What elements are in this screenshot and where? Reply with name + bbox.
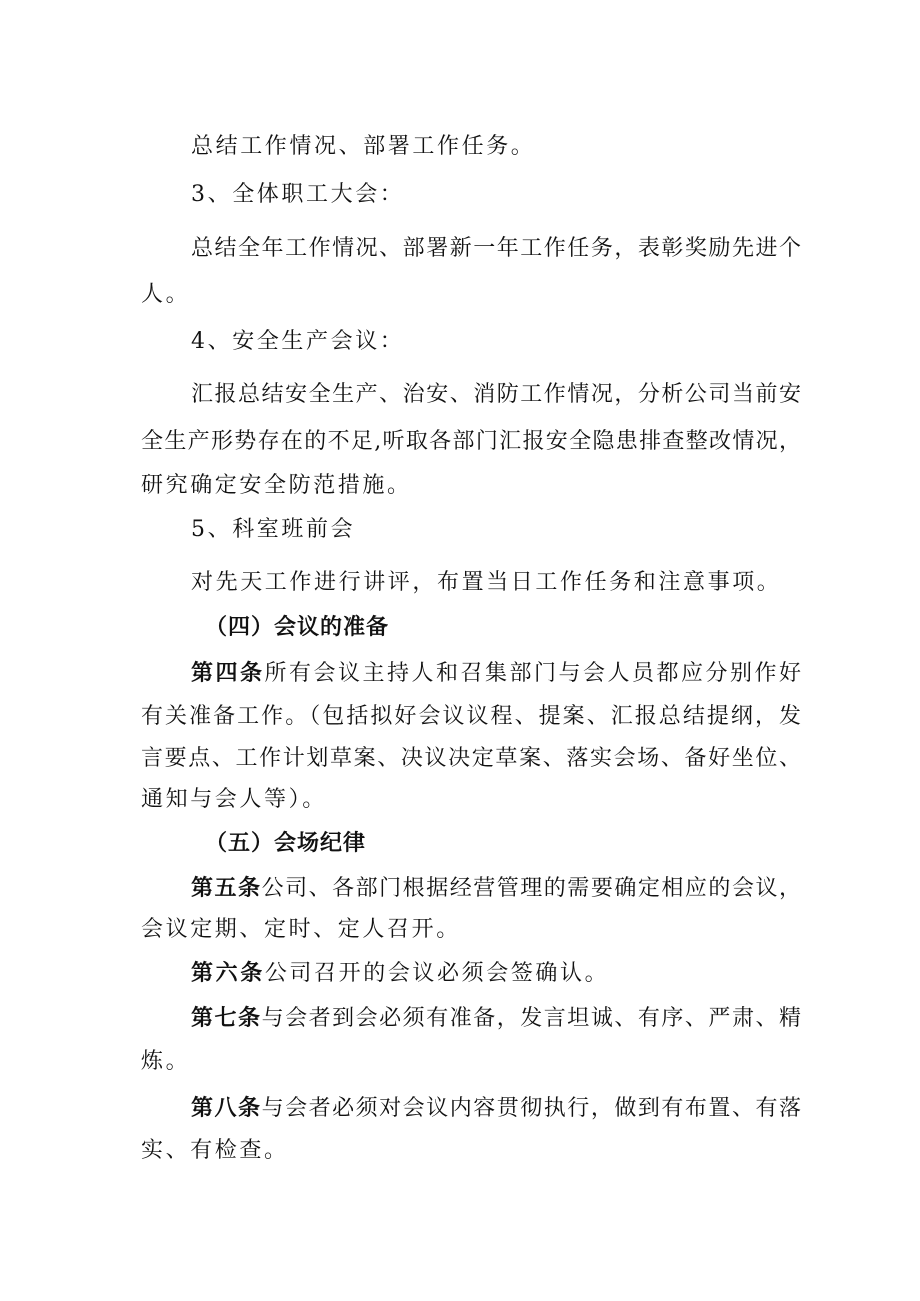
article-line: 第五条公司、各部门根据经营管理的需要确定相应的会议， [191, 875, 801, 901]
list-item-heading: 3、全体职工大会： [191, 182, 405, 207]
paragraph-line: 有关准备工作。（包括拟好会议议程、提案、汇报总结提纲，发 [141, 704, 801, 729]
article-line: 第八条与会者必须对会议内容贯彻执行，做到有布置、有落 [191, 1095, 801, 1121]
paragraph-line: 总结全年工作情况、部署新一年工作任务，表彰奖励先进个 [191, 236, 801, 261]
paragraph-line: 实、有检查。 [141, 1138, 289, 1163]
list-item-heading: 5、科室班前会 [191, 517, 356, 542]
paragraph-line: 总结工作情况、部署工作任务。 [191, 134, 536, 159]
paragraph-line: 全生产形势存在的不足,听取各部门汇报安全隐患排查整改情况， [141, 429, 801, 454]
paragraph-line: 炼。 [141, 1049, 191, 1074]
paragraph-line: 会议定期、定时、定人召开。 [141, 917, 461, 942]
article-number: 第八条 [191, 1095, 262, 1121]
paragraph-line: 研究确定安全防范措施。 [141, 473, 412, 498]
paragraph-line: 言要点、工作计划草案、决议决定草案、落实会场、备好坐位、 [141, 746, 801, 771]
paragraph-line: 通知与会人等）。 [141, 787, 327, 812]
article-number: 第五条 [191, 875, 262, 901]
list-item-heading: 4、安全生产会议： [191, 329, 405, 354]
article-line: 第七条与会者到会必须有准备，发言坦诚、有序、严肃、精 [191, 1005, 801, 1031]
paragraph-line: 人。 [141, 282, 191, 307]
article-number: 第四条 [191, 660, 265, 686]
article-number: 第七条 [191, 1005, 262, 1031]
article-line: 第六条公司召开的会议必须会签确认。 [191, 960, 610, 986]
paragraph-line: 对先天工作进行讲评，布置当日工作任务和注意事项。 [191, 570, 782, 595]
section-heading: （五）会场纪律 [205, 830, 367, 856]
article-line: 第四条所有会议主持人和召集部门与会人员都应分别作好 [191, 660, 801, 686]
paragraph-line: 汇报总结安全生产、治安、消防工作情况，分析公司当前安 [191, 382, 801, 407]
section-heading: （四）会议的准备 [205, 614, 390, 640]
article-number: 第六条 [191, 960, 265, 986]
